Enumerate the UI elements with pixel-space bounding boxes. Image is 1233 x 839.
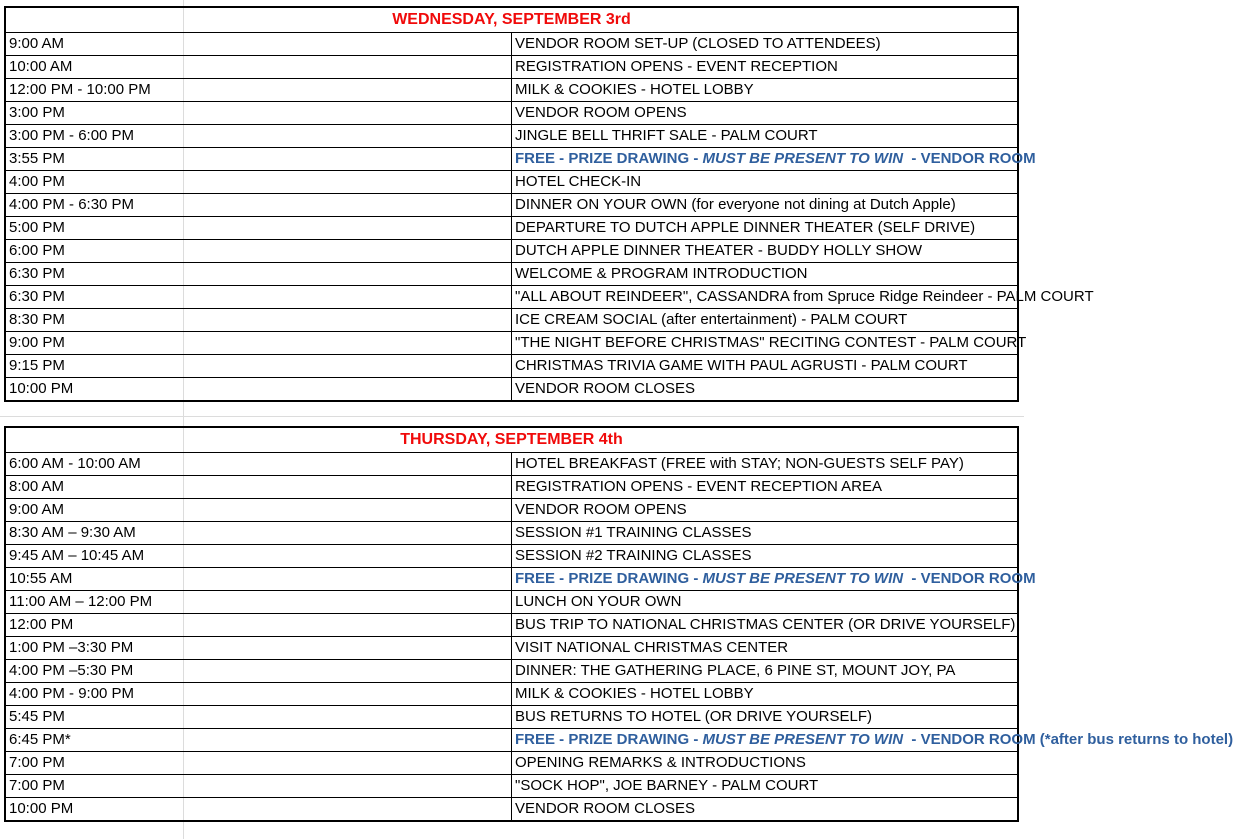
time-cell: 9:00 AM — [5, 33, 512, 56]
time-cell: 8:30 PM — [5, 309, 512, 332]
schedule-row — [5, 286, 1018, 309]
time-cell: 4:00 PM –5:30 PM — [5, 660, 512, 683]
schedule-row — [5, 56, 1018, 79]
time-cell: 11:00 AM – 12:00 PM — [5, 591, 512, 614]
event-cell: HOTEL CHECK-IN — [512, 171, 1019, 194]
prize-text: FREE - PRIZE DRAWING - — [515, 150, 703, 167]
event-cell: MILK & COOKIES - HOTEL LOBBY — [512, 683, 1019, 706]
time-cell: 12:00 PM - 10:00 PM — [5, 79, 512, 102]
event-cell: REGISTRATION OPENS - EVENT RECEPTION AREA — [512, 476, 1019, 499]
event-cell: VENDOR ROOM OPENS — [512, 102, 1019, 125]
event-cell: JINGLE BELL THRIFT SALE - PALM COURT — [512, 125, 1019, 148]
schedule-row — [5, 148, 1018, 171]
location-text: - VENDOR ROOM — [903, 570, 1036, 587]
event-cell: OPENING REMARKS & INTRODUCTIONS — [512, 752, 1019, 775]
location-text: - VENDOR ROOM — [903, 150, 1036, 167]
schedule-row — [5, 614, 1018, 637]
time-cell: 8:00 AM — [5, 476, 512, 499]
schedule-row — [5, 355, 1018, 378]
schedule-row — [5, 798, 1018, 822]
event-cell: DINNER: THE GATHERING PLACE, 6 PINE ST, MOUNT JOY, PA — [512, 660, 1019, 683]
prize-text: FREE - PRIZE DRAWING - — [515, 570, 703, 587]
day-title: WEDNESDAY, SEPTEMBER 3rd — [5, 7, 1018, 33]
event-cell: CHRISTMAS TRIVIA GAME WITH PAUL AGRUSTI - PALM COURT — [512, 355, 1019, 378]
must-be-present-text: MUST BE PRESENT TO WIN — [702, 570, 904, 587]
schedule-row — [5, 453, 1018, 476]
schedule-row — [5, 309, 1018, 332]
schedule-row — [5, 752, 1018, 775]
event-cell: DEPARTURE TO DUTCH APPLE DINNER THEATER (SELF DRIVE) — [512, 217, 1019, 240]
location-text: - VENDOR ROOM (*after bus returns to hotel) — [903, 731, 1233, 748]
event-cell: "ALL ABOUT REINDEER", CASSANDRA from Spruce Ridge Reindeer - PALM COURT — [512, 286, 1019, 309]
event-cell: VENDOR ROOM CLOSES — [512, 378, 1019, 402]
time-cell: 1:00 PM –3:30 PM — [5, 637, 512, 660]
day-header-row — [5, 427, 1018, 453]
time-cell: 6:00 AM - 10:00 AM — [5, 453, 512, 476]
event-cell: VENDOR ROOM CLOSES — [512, 798, 1019, 822]
time-cell: 10:00 PM — [5, 378, 512, 402]
event-cell: "SOCK HOP", JOE BARNEY - PALM COURT — [512, 775, 1019, 798]
time-cell: 10:00 PM — [5, 798, 512, 822]
schedule-row — [5, 499, 1018, 522]
event-cell: SESSION #2 TRAINING CLASSES — [512, 545, 1019, 568]
time-cell: 9:45 AM – 10:45 AM — [5, 545, 512, 568]
event-cell: BUS RETURNS TO HOTEL (OR DRIVE YOURSELF) — [512, 706, 1019, 729]
event-cell: VENDOR ROOM SET-UP (CLOSED TO ATTENDEES) — [512, 33, 1019, 56]
schedule-row — [5, 332, 1018, 355]
time-cell: 4:00 PM - 6:30 PM — [5, 194, 512, 217]
time-cell: 6:00 PM — [5, 240, 512, 263]
schedule-table-thursday — [4, 426, 1233, 822]
time-cell: 10:55 AM — [5, 568, 512, 591]
event-cell: BUS TRIP TO NATIONAL CHRISTMAS CENTER (OR DRIVE YOURSELF) — [512, 614, 1019, 637]
time-cell: 7:00 PM — [5, 752, 512, 775]
schedule-row — [5, 240, 1018, 263]
schedule-row — [5, 171, 1018, 194]
schedule-row — [5, 706, 1018, 729]
schedule-row — [5, 378, 1018, 402]
schedule-row — [5, 591, 1018, 614]
time-cell: 6:45 PM* — [5, 729, 512, 752]
must-be-present-text: MUST BE PRESENT TO WIN — [702, 150, 904, 167]
time-cell: 7:00 PM — [5, 775, 512, 798]
time-cell: 6:30 PM — [5, 263, 512, 286]
prize-drawing-cell — [512, 148, 1036, 171]
prize-text: FREE - PRIZE DRAWING - — [515, 731, 703, 748]
event-cell: VENDOR ROOM OPENS — [512, 499, 1019, 522]
schedule-row — [5, 683, 1018, 706]
event-cell: DINNER ON YOUR OWN (for everyone not dining at Dutch Apple) — [512, 194, 1019, 217]
time-cell: 3:00 PM — [5, 102, 512, 125]
event-cell: LUNCH ON YOUR OWN — [512, 591, 1019, 614]
time-cell: 3:55 PM — [5, 148, 512, 171]
schedule-row — [5, 33, 1018, 56]
schedule-row — [5, 125, 1018, 148]
schedule-row — [5, 660, 1018, 683]
time-cell: 9:15 PM — [5, 355, 512, 378]
schedule-row — [5, 263, 1018, 286]
prize-drawing-cell — [512, 729, 1233, 752]
event-cell: WELCOME & PROGRAM INTRODUCTION — [512, 263, 1019, 286]
day-title: THURSDAY, SEPTEMBER 4th — [5, 427, 1018, 453]
time-cell: 4:00 PM - 9:00 PM — [5, 683, 512, 706]
schedule-row — [5, 522, 1018, 545]
time-cell: 3:00 PM - 6:00 PM — [5, 125, 512, 148]
time-cell: 10:00 AM — [5, 56, 512, 79]
must-be-present-text: MUST BE PRESENT TO WIN — [702, 731, 904, 748]
time-cell: 8:30 AM – 9:30 AM — [5, 522, 512, 545]
grid-line — [0, 416, 1024, 417]
event-cell: DUTCH APPLE DINNER THEATER - BUDDY HOLLY SHOW — [512, 240, 1019, 263]
event-cell: ICE CREAM SOCIAL (after entertainment) - PALM COURT — [512, 309, 1019, 332]
event-cell: REGISTRATION OPENS - EVENT RECEPTION — [512, 56, 1019, 79]
event-cell: VISIT NATIONAL CHRISTMAS CENTER — [512, 637, 1019, 660]
event-cell: SESSION #1 TRAINING CLASSES — [512, 522, 1019, 545]
day-header-row — [5, 7, 1018, 33]
schedule-row — [5, 194, 1018, 217]
schedule-row — [5, 102, 1018, 125]
schedule-row — [5, 775, 1018, 798]
time-cell: 6:30 PM — [5, 286, 512, 309]
schedule-row — [5, 79, 1018, 102]
schedule-row — [5, 729, 1018, 752]
prize-drawing-cell — [512, 568, 1036, 591]
schedule-row — [5, 637, 1018, 660]
time-cell: 5:00 PM — [5, 217, 512, 240]
time-cell: 9:00 AM — [5, 499, 512, 522]
time-cell: 4:00 PM — [5, 171, 512, 194]
event-cell: "THE NIGHT BEFORE CHRISTMAS" RECITING CONTEST - PALM COURT — [512, 332, 1019, 355]
schedule-row — [5, 476, 1018, 499]
event-cell: MILK & COOKIES - HOTEL LOBBY — [512, 79, 1019, 102]
time-cell: 5:45 PM — [5, 706, 512, 729]
time-cell: 12:00 PM — [5, 614, 512, 637]
schedule-row — [5, 545, 1018, 568]
event-cell: HOTEL BREAKFAST (FREE with STAY; NON-GUESTS SELF PAY) — [512, 453, 1019, 476]
schedule-row — [5, 568, 1018, 591]
schedule-table-wednesday — [4, 6, 1094, 402]
schedule-row — [5, 217, 1018, 240]
time-cell: 9:00 PM — [5, 332, 512, 355]
